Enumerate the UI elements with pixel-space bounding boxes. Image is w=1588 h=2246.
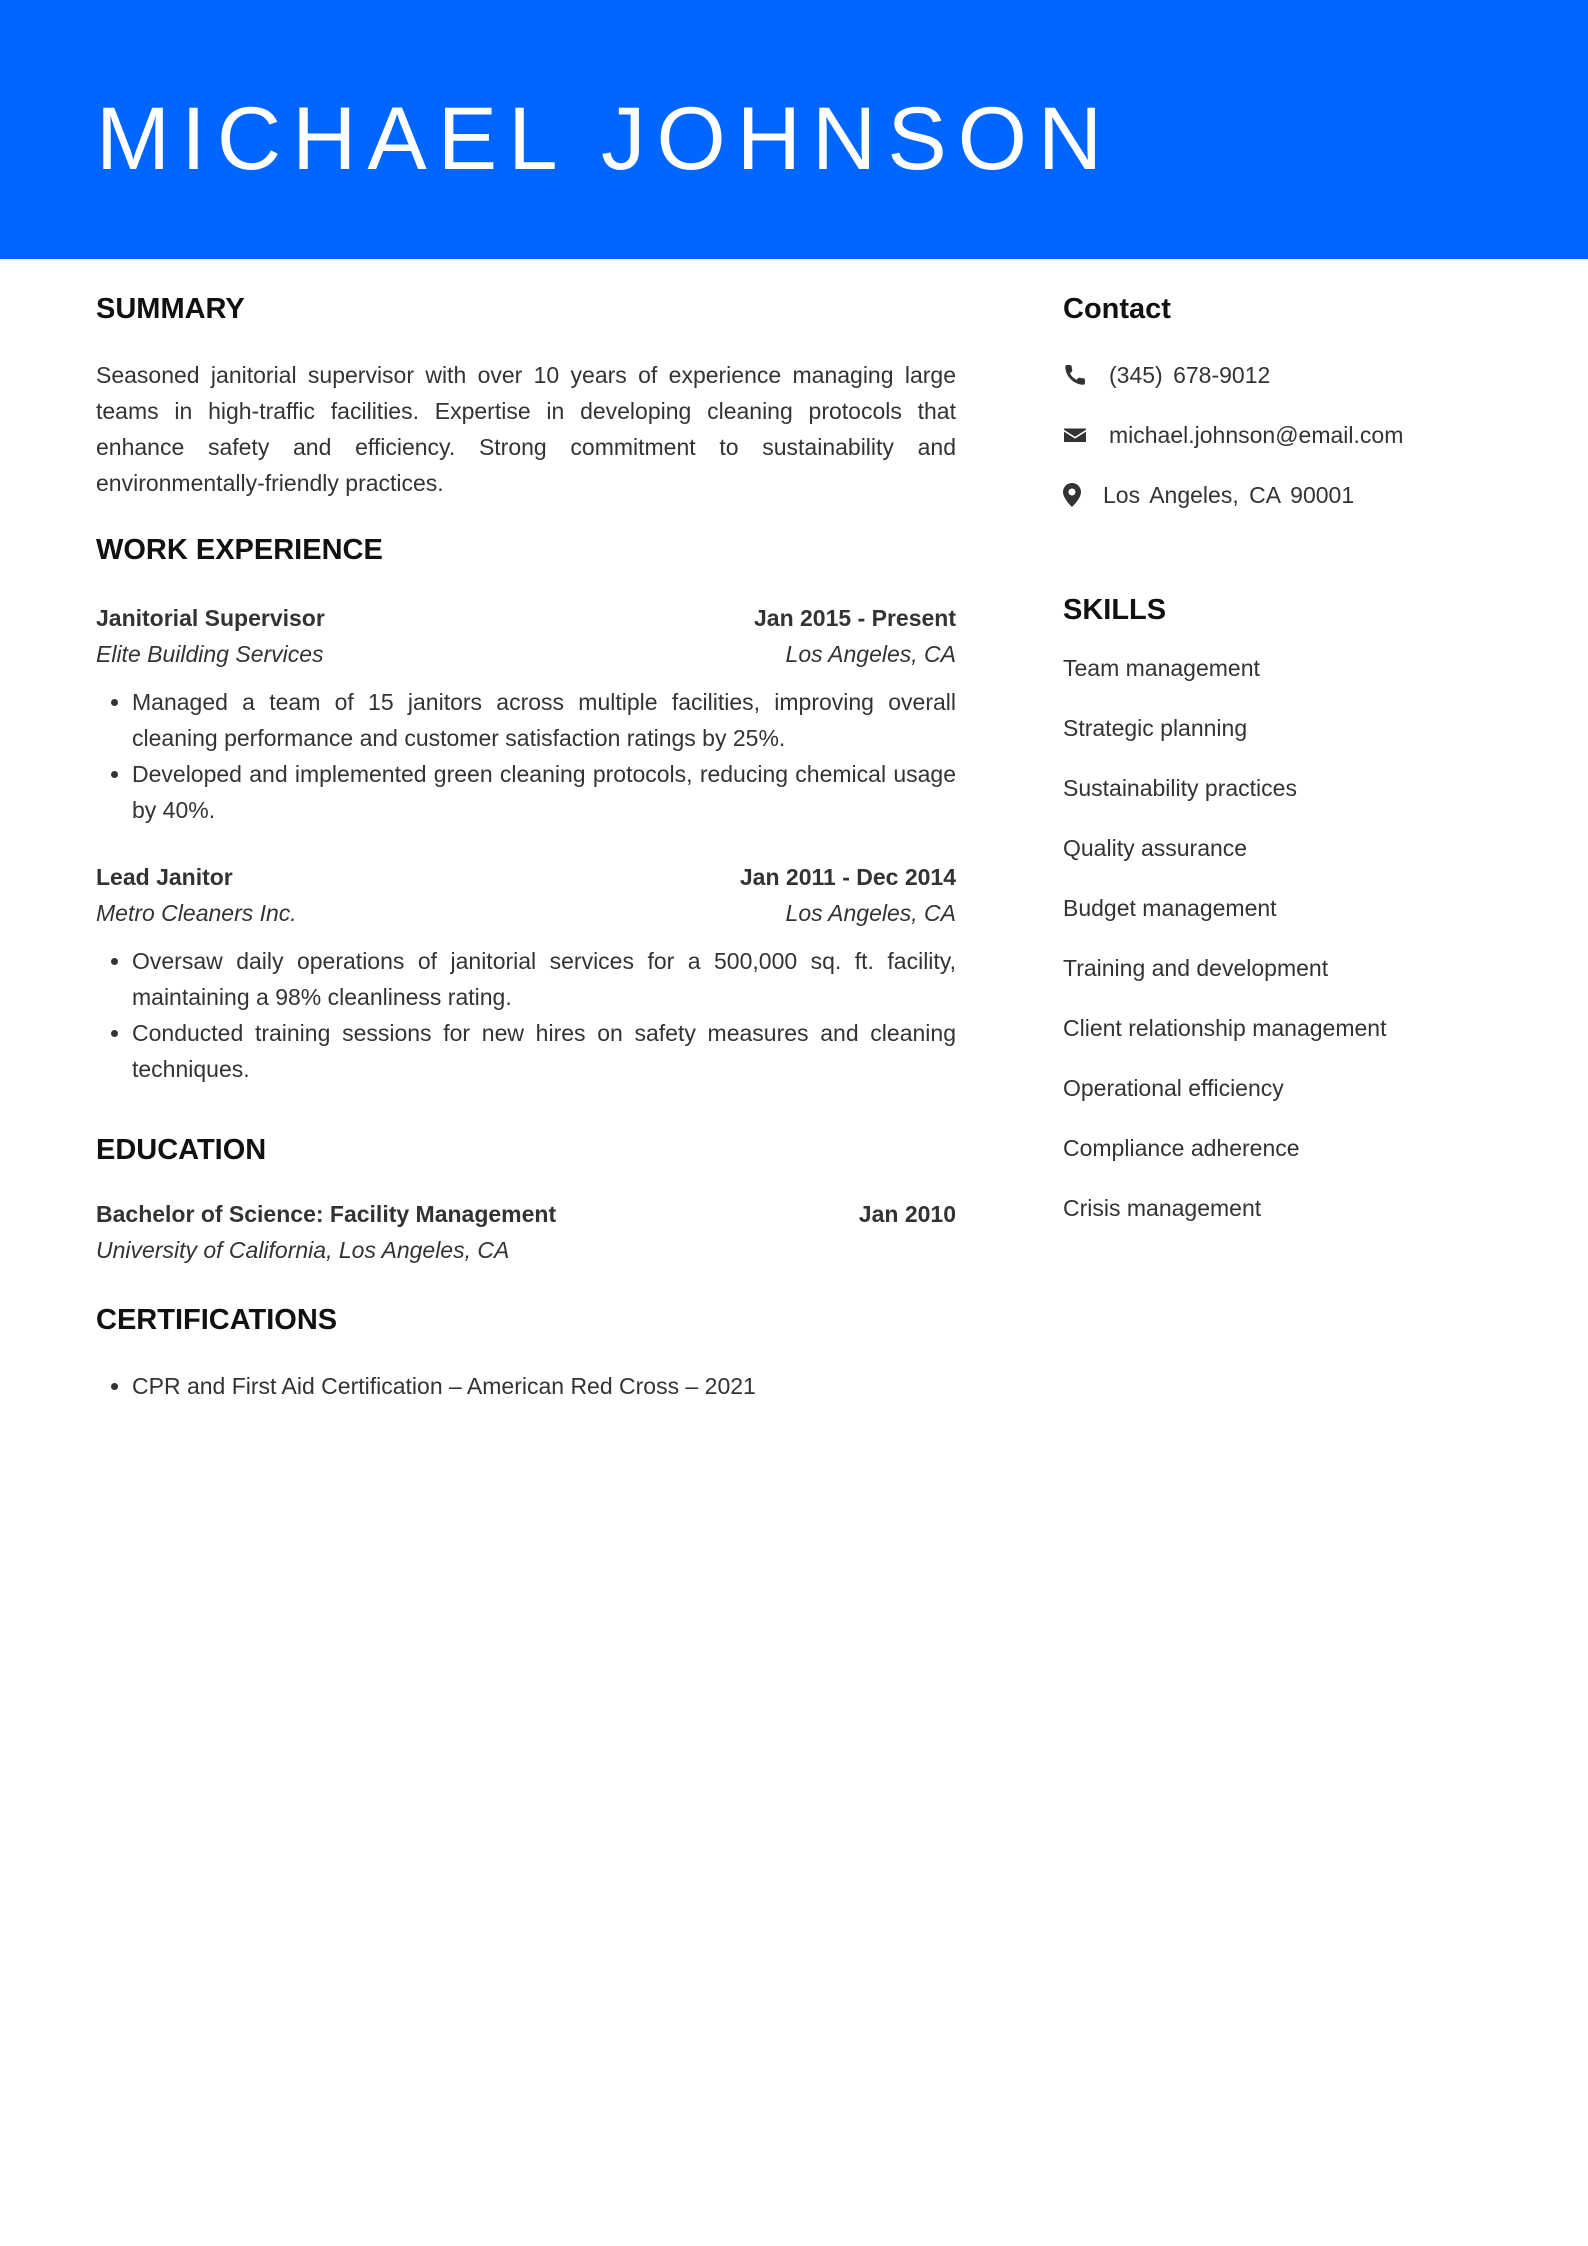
contact-location (1063, 465, 1523, 525)
job-dates: Jan 2011 - Dec 2014 (739, 864, 956, 890)
contact-phone-text: (345) 678-9012 (1109, 362, 1271, 388)
certification-item: • CPR and First Aid Certification – American Red Cross – 2021 (132, 1368, 956, 1404)
work-experience-title: WORK EXPERIENCE (96, 534, 383, 566)
skill-item: Client relationship management (1063, 1015, 1387, 1041)
education-degree: Bachelor of Science: Facility Management (96, 1201, 557, 1227)
job-sub-row (96, 895, 956, 931)
job-bullet: • Managed a team of 15 janitors across multiple facilities, improving overall cleaning performance and customer satisfaction ratings by 25%. (132, 684, 956, 756)
summary-section (96, 291, 956, 501)
skill-item: Crisis management (1063, 1195, 1262, 1221)
contact-title: Contact (1063, 293, 1171, 325)
job-bullet: • Conducted training sessions for new hires on safety measures and cleaning techniques. (132, 1015, 956, 1087)
candidate-name: MICHAEL JOHNSON (96, 88, 1114, 188)
education-date: Jan 2010 (858, 1201, 956, 1227)
summary-title: SUMMARY (96, 293, 245, 325)
skills-title: SKILLS (1063, 594, 1167, 626)
skill-item: Team management (1063, 655, 1260, 681)
job-company: Metro Cleaners Inc. (96, 900, 297, 926)
contact-location-text: Los Angeles, CA 90001 (1103, 482, 1355, 508)
skill-item: Training and development (1063, 955, 1329, 981)
job-entry (96, 859, 956, 1087)
header-banner (0, 0, 1588, 259)
education-header-row (96, 1196, 956, 1232)
job-header-row (96, 859, 956, 895)
certifications-title: CERTIFICATIONS (96, 1304, 338, 1336)
summary-text: Seasoned janitorial supervisor with over 10 years of experience managing large teams in high-traffic facilities. Expertise in developing cleaning protocols that enhance safety and efficiency. Strong commitment to sustainability and environmentally-friendly practices. (96, 362, 956, 496)
job-bullets (96, 684, 956, 828)
education-section (96, 1132, 956, 1268)
skill-item: Sustainability practices (1063, 775, 1297, 801)
skill-item: Compliance adherence (1063, 1135, 1300, 1161)
map-marker-icon (1063, 483, 1081, 507)
education-title: EDUCATION (96, 1134, 267, 1166)
job-bullet: • Oversaw daily operations of janitorial services for a 500,000 sq. ft. facility, maintaining a 98% cleanliness rating. (132, 943, 956, 1015)
contact-email-text: michael.johnson@email.com (1109, 422, 1404, 448)
job-role: Janitorial Supervisor (96, 605, 325, 631)
envelope-icon (1063, 423, 1087, 447)
job-header-row (96, 600, 956, 636)
work-experience-section (96, 532, 956, 1087)
skill-item: Budget management (1063, 895, 1277, 921)
job-entry (96, 600, 956, 828)
phone-icon (1063, 363, 1087, 387)
job-sub-row (96, 636, 956, 672)
skill-item: Strategic planning (1063, 715, 1248, 741)
skill-item: Operational efficiency (1063, 1075, 1284, 1101)
job-bullets (96, 943, 956, 1087)
job-bullet: • Developed and implemented green cleaning protocols, reducing chemical usage by 40%. (132, 756, 956, 828)
skill-item: Quality assurance (1063, 835, 1248, 861)
job-role: Lead Janitor (96, 864, 233, 890)
job-dates: Jan 2015 - Present (753, 605, 956, 631)
certifications-section (96, 1302, 956, 1404)
skills-section (1063, 592, 1523, 1250)
job-location: Los Angeles, CA (785, 641, 956, 667)
skills-list (1063, 650, 1523, 1250)
contact-list (1063, 345, 1523, 525)
contact-phone (1063, 345, 1523, 405)
certifications-list (96, 1368, 956, 1404)
job-company: Elite Building Services (96, 641, 324, 667)
education-sub-row (96, 1232, 956, 1268)
job-location: Los Angeles, CA (785, 900, 956, 926)
contact-section (1063, 291, 1523, 525)
contact-email (1063, 405, 1523, 465)
education-school: University of California, Los Angeles, CA (96, 1237, 510, 1263)
